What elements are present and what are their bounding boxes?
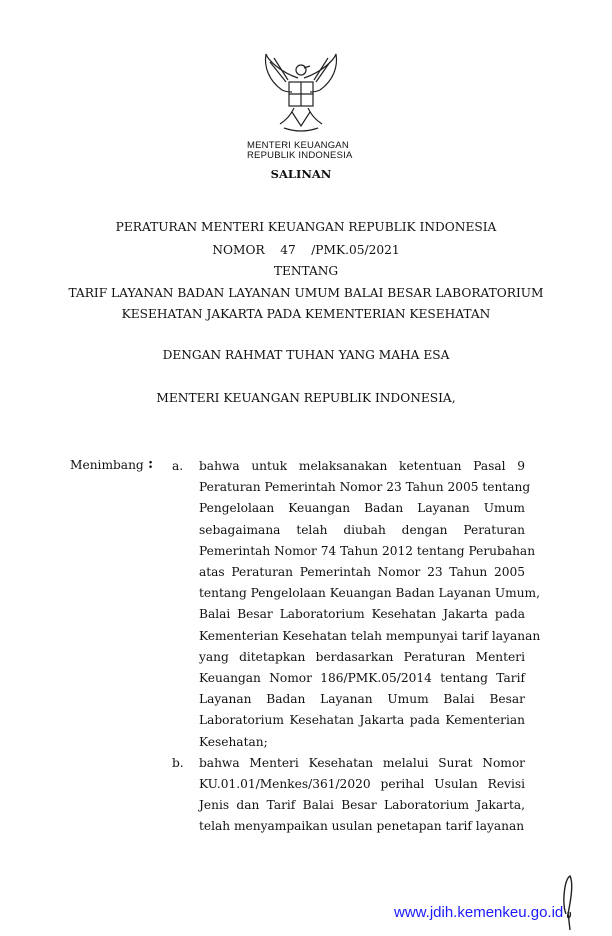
item-text-line: bahwa untuk melaksanakan ketentuan Pasal 9 [199, 459, 525, 473]
letterhead-line1: MENTERI KEUANGAN [247, 140, 349, 151]
item-text-line: sebagaimana telah diubah dengan Peraturan [199, 522, 525, 537]
signature-initial [556, 874, 586, 930]
regulation-number: NOMOR 47 /PMK.05/2021 [212, 243, 400, 257]
item-text-line: tentang Pengelolaan Keuangan Badan Layanan Umum, [199, 586, 540, 601]
menimbang-colon: : [148, 456, 154, 472]
item-text-line: Peraturan Pemerintah Nomor 23 Tahun 2005 tentang [199, 480, 531, 495]
jdih-link[interactable]: www.jdih.kemenkeu.go.id [394, 904, 564, 921]
menimbang-label: Menimbang [70, 458, 144, 472]
item-text-line: Layanan Badan Layanan Umum Balai Besar [199, 692, 525, 707]
item-text-line: Pengelolaan Keuangan Badan Layanan Umum [199, 501, 525, 516]
letterhead [247, 141, 353, 161]
item-text-line: Laboratorium Kesehatan Jakarta pada Kementerian [199, 713, 525, 728]
item-text-line: Kesehatan; [199, 734, 268, 749]
letterhead-line2: REPUBLIK INDONESIA [247, 150, 353, 161]
item-text-line: yang ditetapkan berdasarkan Peraturan Menteri [199, 649, 525, 664]
salinan-label: SALINAN [270, 167, 332, 181]
subject-line-2: KESEHATAN JAKARTA PADA KEMENTERIAN KESEHATAN [121, 307, 491, 321]
item-text-line: Keuangan Nomor 186/PMK.05/2014 tentang Tarif [199, 671, 525, 685]
item-text-line: telah menyampaikan usulan penetapan tarif layanan [199, 819, 525, 834]
item-text-line: Pemerintah Nomor 74 Tahun 2012 tentang Perubahan [199, 543, 536, 558]
menteri-line: MENTERI KEUANGAN REPUBLIK INDONESIA, [156, 391, 456, 405]
garuda-emblem-icon [260, 52, 342, 134]
regulation-title: PERATURAN MENTERI KEUANGAN REPUBLIK INDONESIA [115, 220, 497, 234]
item-text-line: Kementerian Kesehatan telah mempunyai tarif layanan [199, 628, 541, 643]
item-text-line: Balai Besar Laboratorium Kesehatan Jakarta pada [199, 607, 525, 622]
item-text-line: Jenis dan Tarif Balai Besar Laboratorium Jakarta, [199, 798, 525, 813]
item-text-line: KU.01.01/Menkes/361/2020 perihal Usulan Revisi [199, 777, 525, 791]
item-text-line: bahwa Menteri Kesehatan melalui Surat Nomor [199, 755, 525, 770]
tentang-label: TENTANG [273, 264, 339, 278]
item-letter: b. [172, 755, 184, 770]
item-text-line: atas Peraturan Pemerintah Nomor 23 Tahun 2005 [199, 565, 525, 579]
item-letter: a. [172, 459, 184, 473]
rahmat-line: DENGAN RAHMAT TUHAN YANG MAHA ESA [162, 348, 450, 362]
subject-line-1: TARIF LAYANAN BADAN LAYANAN UMUM BALAI BESAR LABORATORIUM [68, 286, 544, 300]
